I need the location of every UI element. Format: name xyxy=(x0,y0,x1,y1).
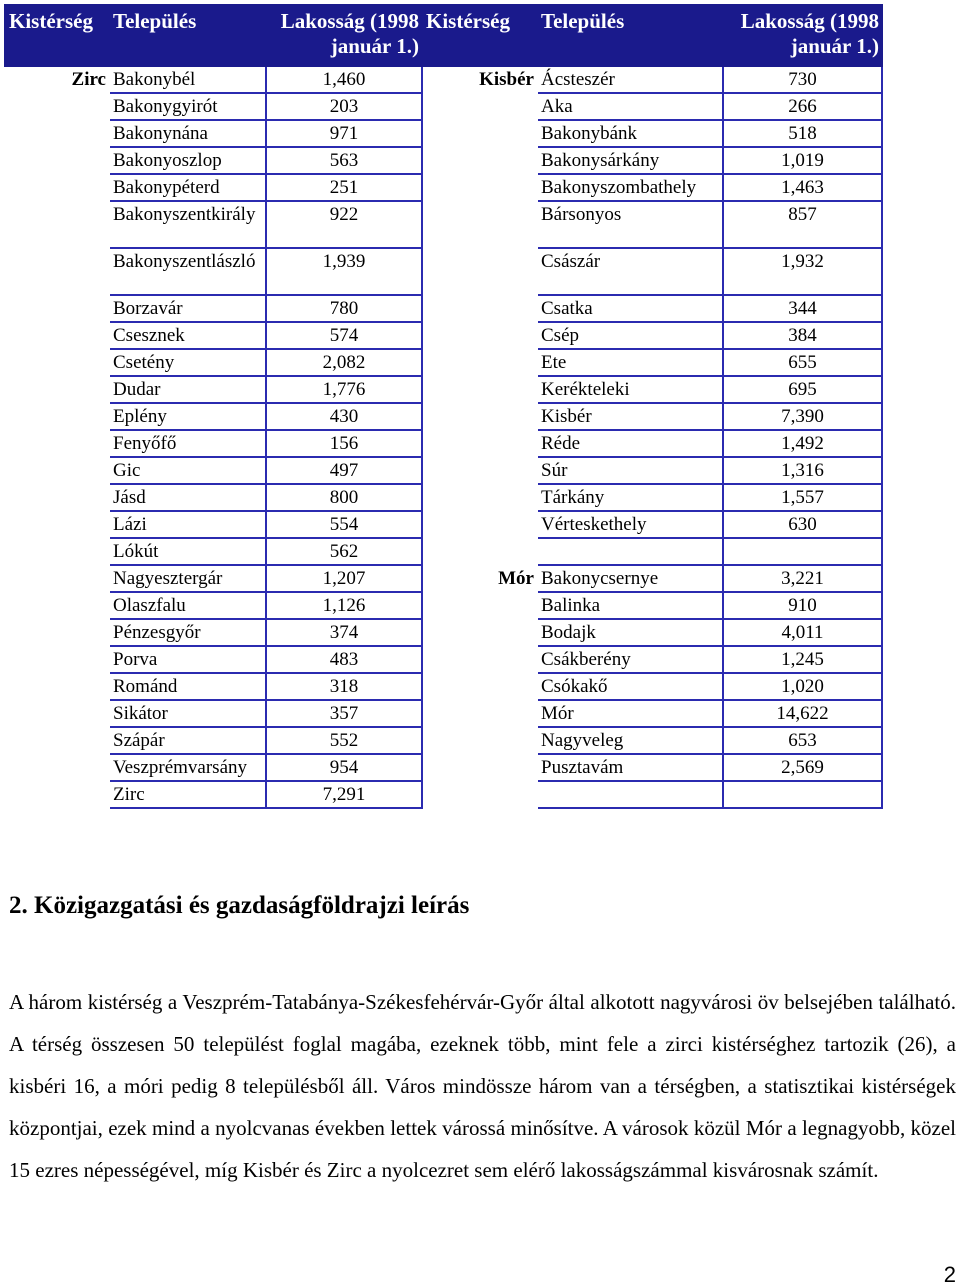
settlement-cell: Eplény xyxy=(109,403,266,430)
header-region: Kistérség xyxy=(5,5,109,66)
region-cell xyxy=(5,349,109,376)
region-cell xyxy=(5,376,109,403)
settlement-cell: Csép xyxy=(537,322,723,349)
region-cell xyxy=(422,700,537,727)
table-row xyxy=(5,93,882,120)
section-paragraph: A három kistérség a Veszprém-Tatabánya-Székesfehérvár-Győr által alkotott nagyvárosi öv belsejében található. A térség összesen 50 települést foglal magába, ezeknek több, mint fele a zirci kistérséghez tartozik (26), a kisbéri 16, a móri pedig 8 településből áll. Város mindössze három van a térségben, a statisztikai kistérségek központjai, ezek mind a nyolcvanas években lettek várossá minősítve. A városok közül Mór a legnagyobb, közel 15 ezres népességével, míg Kisbér és Zirc a nyolcezret sem elérő lakosságszámmal kisvárosnak számít. xyxy=(9,990,956,1182)
region-cell xyxy=(422,727,537,754)
region-cell xyxy=(5,457,109,484)
table-row xyxy=(5,248,882,295)
settlement-cell: Balinka xyxy=(537,592,723,619)
table-row xyxy=(5,754,882,781)
settlement-cell: Ácsteszér xyxy=(537,66,723,93)
population-cell: 318 xyxy=(266,673,422,700)
table-row xyxy=(5,565,882,592)
population-cell: 4,011 xyxy=(723,619,882,646)
population-cell: 3,221 xyxy=(723,565,882,592)
population-cell: 384 xyxy=(723,322,882,349)
region-cell xyxy=(422,201,537,248)
table-row xyxy=(5,322,882,349)
population-cell: 156 xyxy=(266,430,422,457)
settlement-cell: Mór xyxy=(537,700,723,727)
population-cell: 344 xyxy=(723,295,882,322)
region-cell xyxy=(5,565,109,592)
settlement-cell: Sikátor xyxy=(109,700,266,727)
population-cell: 7,291 xyxy=(266,781,422,808)
region-cell xyxy=(5,700,109,727)
region-cell: Kisbér xyxy=(479,69,534,90)
region-cell xyxy=(422,673,537,700)
table-row xyxy=(5,592,882,619)
population-cell: 430 xyxy=(266,403,422,430)
population-cell: 552 xyxy=(266,727,422,754)
region-cell xyxy=(422,295,537,322)
table-header-row xyxy=(5,5,882,66)
region-cell xyxy=(5,619,109,646)
population-cell: 483 xyxy=(266,646,422,673)
settlement-cell: Zirc xyxy=(109,781,266,808)
region-cell xyxy=(422,538,537,565)
region-cell xyxy=(422,457,537,484)
population-cell: 857 xyxy=(723,201,882,248)
table-row xyxy=(5,511,882,538)
region-cell: Zirc xyxy=(71,69,106,90)
settlement-cell: Románd xyxy=(109,673,266,700)
region-cell xyxy=(5,248,109,295)
settlement-cell: Aka xyxy=(537,93,723,120)
table-row xyxy=(5,484,882,511)
settlement-cell: Bakonyszombathely xyxy=(537,174,723,201)
settlement-cell: Olaszfalu xyxy=(109,592,266,619)
population-cell: 800 xyxy=(266,484,422,511)
region-cell xyxy=(422,147,537,174)
population-cell: 780 xyxy=(266,295,422,322)
population-cell: 1,207 xyxy=(266,565,422,592)
table-row xyxy=(5,781,882,808)
population-cell xyxy=(723,781,882,808)
settlement-cell: Nagyesztergár xyxy=(109,565,266,592)
region-cell: Mór xyxy=(498,568,534,589)
population-cell: 2,082 xyxy=(266,349,422,376)
settlement-cell: Vérteskethely xyxy=(537,511,723,538)
table-row xyxy=(5,673,882,700)
population-cell: 562 xyxy=(266,538,422,565)
table-row xyxy=(5,201,882,248)
table-row xyxy=(5,147,882,174)
settlement-cell: Tárkány xyxy=(537,484,723,511)
region-cell xyxy=(5,673,109,700)
population-cell: 1,126 xyxy=(266,592,422,619)
population-cell xyxy=(723,538,882,565)
settlement-cell: Csetény xyxy=(109,349,266,376)
settlement-cell: Gic xyxy=(109,457,266,484)
settlement-cell: Réde xyxy=(537,430,723,457)
population-cell: 1,019 xyxy=(723,147,882,174)
population-cell: 1,460 xyxy=(266,66,422,93)
population-cell: 1,245 xyxy=(723,646,882,673)
region-cell xyxy=(422,376,537,403)
settlement-cell: Bakonygyirót xyxy=(109,93,266,120)
population-cell: 954 xyxy=(266,754,422,781)
table-row xyxy=(5,120,882,147)
table-row xyxy=(5,349,882,376)
section-title: 2. Közigazgatási és gazdaságföldrajzi leírás xyxy=(9,892,470,919)
region-cell xyxy=(422,120,537,147)
settlement-cell: Csatka xyxy=(537,295,723,322)
population-cell: 563 xyxy=(266,147,422,174)
population-cell: 971 xyxy=(266,120,422,147)
table-body xyxy=(5,66,882,808)
population-cell: 1,316 xyxy=(723,457,882,484)
region-cell xyxy=(422,349,537,376)
settlement-cell: Bakonyszentlászló xyxy=(109,248,266,295)
settlement-cell xyxy=(537,781,723,808)
population-cell: 203 xyxy=(266,93,422,120)
population-cell: 2,569 xyxy=(723,754,882,781)
table-row xyxy=(5,403,882,430)
population-cell: 730 xyxy=(723,66,882,93)
region-cell xyxy=(5,93,109,120)
region-cell xyxy=(5,322,109,349)
settlement-cell: Bakonysárkány xyxy=(537,147,723,174)
settlement-cell: Pusztavám xyxy=(537,754,723,781)
region-cell xyxy=(5,403,109,430)
population-cell: 1,492 xyxy=(723,430,882,457)
region-cell xyxy=(422,511,537,538)
population-cell: 374 xyxy=(266,619,422,646)
population-cell: 357 xyxy=(266,700,422,727)
region-cell xyxy=(5,781,109,808)
population-cell: 14,622 xyxy=(723,700,882,727)
settlement-cell: Császár xyxy=(537,248,723,295)
table-row xyxy=(5,457,882,484)
population-cell: 554 xyxy=(266,511,422,538)
population-cell: 1,939 xyxy=(266,248,422,295)
table-row xyxy=(5,66,882,93)
population-cell: 653 xyxy=(723,727,882,754)
settlement-cell: Borzavár xyxy=(109,295,266,322)
region-cell xyxy=(422,781,537,808)
header-population: Lakosság (1998 január 1.) xyxy=(723,5,882,66)
region-cell xyxy=(422,403,537,430)
settlement-cell: Dudar xyxy=(109,376,266,403)
table-row xyxy=(5,376,882,403)
table-row xyxy=(5,700,882,727)
population-cell: 251 xyxy=(266,174,422,201)
settlement-cell: Bakonyoszlop xyxy=(109,147,266,174)
settlement-cell: Kisbér xyxy=(537,403,723,430)
table-row xyxy=(5,619,882,646)
region-cell xyxy=(422,248,537,295)
settlement-cell: Ete xyxy=(537,349,723,376)
settlement-cell: Kerékteleki xyxy=(537,376,723,403)
settlement-cell: Bakonypéterd xyxy=(109,174,266,201)
settlement-cell: Szápár xyxy=(109,727,266,754)
region-cell xyxy=(5,295,109,322)
page-number: 2 xyxy=(943,1262,956,1287)
population-cell: 7,390 xyxy=(723,403,882,430)
settlement-cell: Bársonyos xyxy=(537,201,723,248)
region-cell xyxy=(422,646,537,673)
settlement-cell: Bakonybél xyxy=(109,66,266,93)
table-row xyxy=(5,295,882,322)
region-cell xyxy=(5,147,109,174)
region-cell xyxy=(5,511,109,538)
region-cell xyxy=(5,201,109,248)
settlement-cell: Bakonybánk xyxy=(537,120,723,147)
population-cell: 1,932 xyxy=(723,248,882,295)
region-cell xyxy=(5,727,109,754)
region-cell xyxy=(422,484,537,511)
region-cell xyxy=(5,430,109,457)
table-row xyxy=(5,727,882,754)
population-cell: 910 xyxy=(723,592,882,619)
settlement-cell: Lókút xyxy=(109,538,266,565)
population-cell: 1,463 xyxy=(723,174,882,201)
settlement-cell: Csákberény xyxy=(537,646,723,673)
settlement-cell: Porva xyxy=(109,646,266,673)
header-region: Kistérség xyxy=(422,5,537,66)
header-population: Lakosság (1998 január 1.) xyxy=(266,5,422,66)
population-cell: 630 xyxy=(723,511,882,538)
population-cell: 1,557 xyxy=(723,484,882,511)
region-cell xyxy=(422,174,537,201)
table-row xyxy=(5,430,882,457)
population-cell: 518 xyxy=(723,120,882,147)
settlement-cell: Csókakő xyxy=(537,673,723,700)
population-cell: 1,776 xyxy=(266,376,422,403)
settlement-cell: Bakonynána xyxy=(109,120,266,147)
region-cell xyxy=(5,174,109,201)
header-settlement: Település xyxy=(109,5,266,66)
settlement-cell: Bodajk xyxy=(537,619,723,646)
population-cell: 497 xyxy=(266,457,422,484)
settlement-cell: Veszprémvarsány xyxy=(109,754,266,781)
region-cell xyxy=(5,120,109,147)
region-cell xyxy=(422,93,537,120)
population-cell: 655 xyxy=(723,349,882,376)
table-row xyxy=(5,174,882,201)
settlement-cell: Jásd xyxy=(109,484,266,511)
settlement-cell: Bakonyszentkirály xyxy=(109,201,266,248)
population-cell: 922 xyxy=(266,201,422,248)
region-cell xyxy=(5,646,109,673)
settlement-cell: Lázi xyxy=(109,511,266,538)
region-cell xyxy=(5,538,109,565)
settlement-cell: Fenyőfő xyxy=(109,430,266,457)
table-row xyxy=(5,646,882,673)
region-cell xyxy=(5,484,109,511)
population-cell: 1,020 xyxy=(723,673,882,700)
settlement-cell: Csesznek xyxy=(109,322,266,349)
population-cell: 574 xyxy=(266,322,422,349)
region-cell xyxy=(5,592,109,619)
region-cell xyxy=(5,754,109,781)
region-cell xyxy=(422,430,537,457)
settlement-cell: Bakonycsernye xyxy=(537,565,723,592)
settlement-cell: Nagyveleg xyxy=(537,727,723,754)
settlement-cell: Pénzesgyőr xyxy=(109,619,266,646)
population-cell: 266 xyxy=(723,93,882,120)
settlement-cell xyxy=(537,538,723,565)
settlements-table xyxy=(4,4,883,809)
table-row xyxy=(5,538,882,565)
region-cell xyxy=(422,619,537,646)
settlement-cell: Súr xyxy=(537,457,723,484)
population-cell: 695 xyxy=(723,376,882,403)
header-settlement: Település xyxy=(537,5,723,66)
region-cell xyxy=(422,754,537,781)
region-cell xyxy=(422,592,537,619)
region-cell xyxy=(422,322,537,349)
